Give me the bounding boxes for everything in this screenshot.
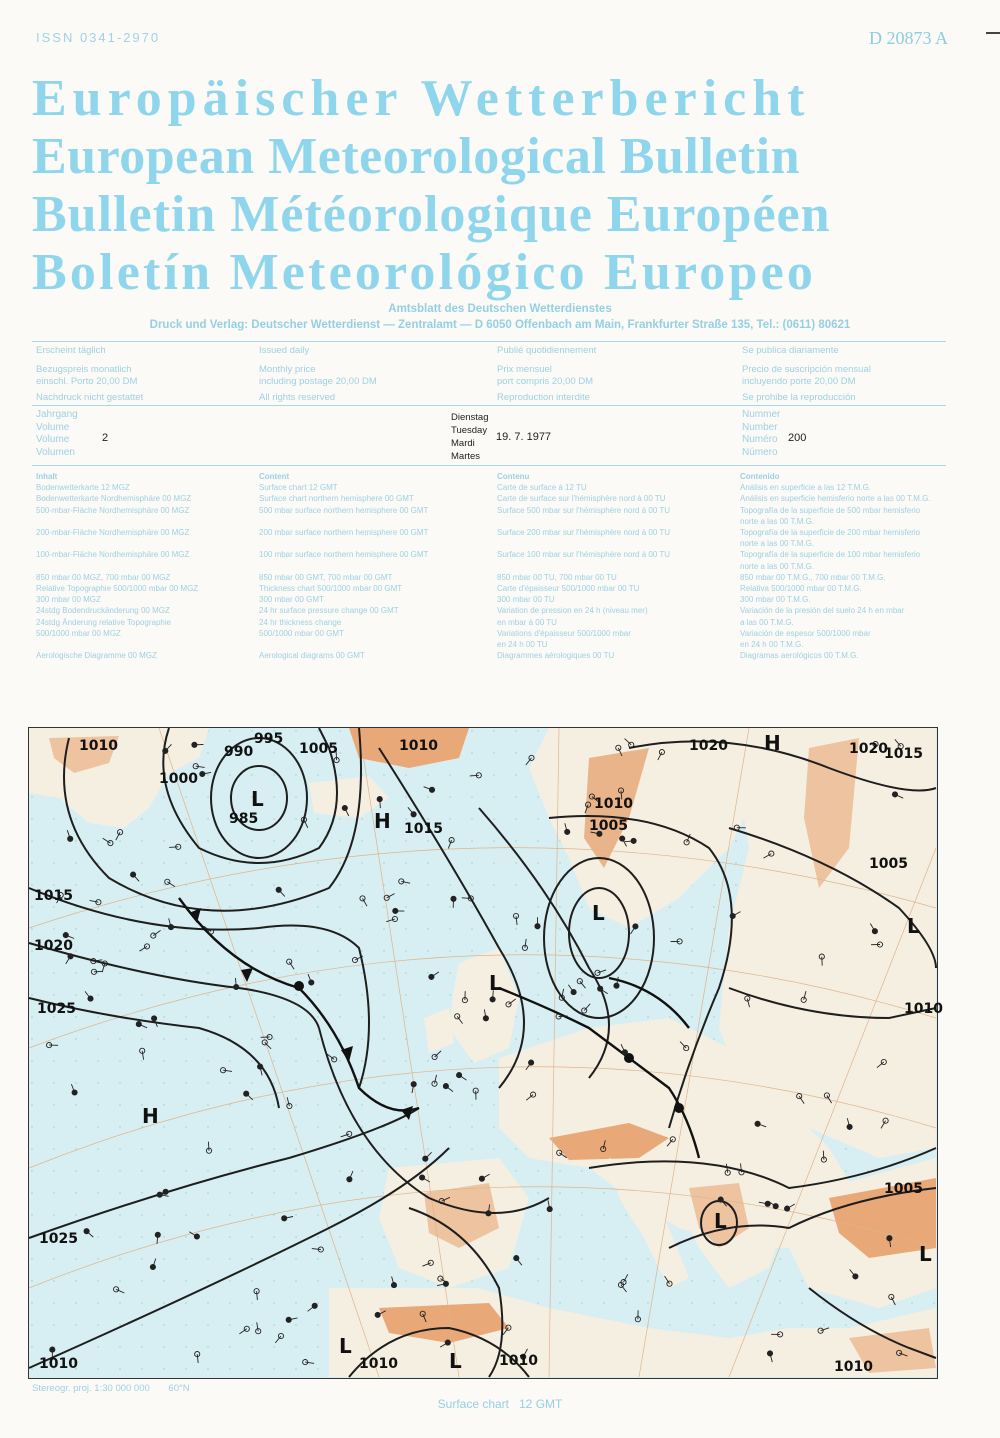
isobar-label: 1005	[299, 741, 338, 757]
contents-item: 200-mbar-Fläche Nordhemisphäre 00 MGZ	[36, 528, 190, 538]
isobar-label: 1020	[849, 741, 888, 757]
contents-item: 850 mbar 00 TU, 700 mbar 00 TU	[497, 572, 617, 582]
pub-fr-line: port compris 20,00 DM	[497, 376, 594, 387]
station-circle	[847, 1124, 852, 1129]
projection-note	[32, 1383, 190, 1394]
pub-info-en	[259, 345, 479, 404]
issn-number: ISSN 0341-2970	[36, 30, 161, 45]
contents-item: Relative Topographie 500/1000 mbar 00 MGZ	[36, 584, 199, 594]
pub-en-line: Monthly price	[259, 363, 316, 375]
high-pressure-center: H	[764, 731, 781, 755]
contents-fr	[497, 471, 732, 661]
isobar-label: 1015	[34, 888, 73, 904]
title-block	[32, 70, 972, 302]
contents-item: norte a las 00 T.M.G.	[740, 561, 815, 571]
wind-barb	[823, 1151, 824, 1160]
number-label: Number	[742, 421, 778, 433]
title-spanish: Boletín Meteorológico Europeo	[32, 244, 817, 301]
isobar-label: 1010	[79, 738, 118, 754]
contents-item: Thickness chart 500/1000 mbar 00 GMT	[259, 584, 403, 594]
low-pressure-center: L	[592, 901, 605, 925]
contents-item: Diagrammes aérologiques 00 TU	[497, 651, 615, 661]
contents-item: en 24 h 00 TU	[497, 640, 548, 650]
contents-item: Carte de surface sur l'hémisphère nord à 00 TU	[497, 494, 666, 504]
projection-label: Stereogr. proj. 1:30 000 000	[32, 1383, 150, 1394]
day-labels	[451, 411, 489, 463]
isobar-label: 1025	[39, 1231, 78, 1247]
surface-weather-map	[28, 727, 943, 1379]
pub-fr-line: Reproduction interdite	[497, 391, 590, 403]
warm-front-semicircle	[294, 981, 304, 991]
contents-item: norte a las 00 T.M.G.	[740, 539, 815, 549]
contents-item: en 24 h 00 T.M.G.	[740, 640, 804, 650]
station-circle	[622, 1050, 627, 1055]
station-circle	[63, 933, 68, 938]
contents-item: norte a las 00 T.M.G.	[740, 516, 815, 526]
contents-es	[740, 471, 955, 661]
station-circle	[565, 829, 570, 834]
contents-item: a las 00 T.M.G.	[740, 617, 794, 627]
station-circle	[429, 974, 434, 979]
wind-barb	[169, 847, 178, 848]
contents-item: Análisis en superficie a las 12 T.M.G.	[740, 483, 872, 493]
contents-item: 300 mbar 00 TU	[497, 595, 555, 605]
pub-info-de	[36, 345, 246, 404]
contents-item: 300 mbar 00 MGZ	[36, 595, 101, 605]
number-label: Número	[742, 446, 778, 458]
isobar-label: 995	[254, 731, 284, 747]
contents-item: 24stdg Bodendruckänderung 00 MGZ	[36, 606, 170, 616]
wind-barb	[559, 1016, 568, 1017]
low-pressure-center: L	[251, 787, 264, 811]
isobar-label: 1015	[884, 746, 923, 762]
isobar-label: 985	[229, 811, 259, 827]
isobar-label: 990	[224, 744, 254, 760]
pub-info-es	[742, 345, 952, 404]
contents-item: Topografía de la superficie de 500 mbar hemisferio	[740, 505, 921, 515]
contents-item: Diagramas aerológicos 00 T.M.G.	[740, 651, 859, 661]
publication-code: D 20873 A	[868, 28, 948, 48]
contents-item: Análisis en superficie hemisferio norte a las 00 T.M.G.	[740, 494, 931, 504]
contents-item: 100-mbar-Fläche Nordhemisphäre 00 MGZ	[36, 550, 190, 560]
isobar-label: 1010	[499, 1353, 538, 1369]
divider	[32, 341, 946, 342]
volume-labels	[36, 409, 78, 459]
contents-item: Bodenwetterkarte 12 MGZ	[36, 483, 130, 493]
contents-item: 24 hr surface pressure change 00 GMT	[259, 606, 399, 616]
pub-de-line: Erscheint täglich	[36, 345, 106, 356]
contents-item: Surface 100 mbar sur l'hémisphère nord à 00 TU	[497, 550, 671, 560]
pub-es-line: Se prohibe la reproducción	[742, 391, 856, 403]
number-labels	[742, 409, 780, 459]
contents-item: 24 hr thickness change	[259, 617, 342, 627]
contents-item: Carte de surface à 12 TU	[497, 483, 587, 493]
station-circle	[68, 836, 73, 841]
station-circle	[136, 1022, 141, 1027]
isobar-label: 1025	[37, 1001, 76, 1017]
high-pressure-center: H	[142, 1104, 159, 1128]
issue-number: 200	[788, 432, 807, 444]
contents-item: Aerologische Diagramme 00 MGZ	[36, 651, 157, 661]
volume-label: Volumen	[36, 446, 75, 458]
isobar-label: 1010	[594, 796, 633, 812]
pub-es-line: incluyendo porte 20,00 DM	[742, 376, 856, 387]
low-pressure-center: L	[714, 1209, 727, 1233]
isobar-label: 1020	[34, 938, 73, 954]
contents-item: Surface chart 12 GMT	[259, 483, 338, 493]
station-circle	[457, 1073, 462, 1078]
low-pressure-center: L	[449, 1349, 462, 1373]
contents-item: Variación de espesor 500/1000 mbar	[740, 628, 871, 638]
contents-item: Variations d'épaisseur 500/1000 mbar	[497, 628, 631, 638]
title-french: Bulletin Météorologique Européen	[32, 186, 831, 243]
number-label: Nummer	[742, 409, 781, 420]
isobar-label: 1010	[904, 1001, 943, 1017]
low-pressure-center: L	[919, 1242, 932, 1266]
weather-map-svg	[29, 728, 943, 1377]
low-pressure-center: L	[489, 971, 502, 995]
contents-item: en mbar à 00 TU	[497, 617, 557, 627]
contents-item: 850 mbar 00 MGZ, 700 mbar 00 MGZ	[36, 572, 171, 582]
contents-item: Carte d'épaisseur 500/1000 mbar 00 TU	[497, 584, 640, 594]
pub-es-line: Precio de suscripción mensual	[742, 363, 871, 375]
pub-en-line: Issued daily	[259, 345, 310, 356]
day-label: Martes	[451, 451, 481, 462]
isobar-label: 1010	[834, 1359, 873, 1375]
isobar-label: 1010	[399, 738, 438, 754]
pub-fr-line: Publié quotidiennement	[497, 345, 597, 356]
low-pressure-center: L	[907, 914, 920, 938]
volume-label: Volume	[36, 434, 70, 445]
day-label: Mardi	[451, 438, 475, 449]
amtsblatt-line: Amtsblatt des Deutschen Wetterdienstes	[388, 303, 612, 315]
station-circle	[429, 787, 434, 792]
map-caption: Surface chart 12 GMT	[437, 1397, 563, 1411]
contents-item: Bodenwetterkarte Nordhemisphäre 00 MGZ	[36, 494, 192, 504]
station-circle	[150, 1264, 155, 1269]
contents-item: Surface 200 mbar sur l'hémisphère nord à 00 TU	[497, 528, 671, 538]
contents-item: 300 mbar 00 T.M.G.	[740, 595, 811, 605]
contents-item: Relativa 500/1000 mbar 00 T.M.G.	[740, 584, 862, 594]
contents-item: Topografía de la superficie de 200 mbar hemisferio	[740, 528, 921, 538]
volume-label: Volume	[36, 421, 70, 433]
wind-barb	[470, 775, 479, 776]
pub-en-line: including postage 20,00 DM	[259, 376, 377, 387]
pub-en-line: All rights reserved	[259, 391, 336, 403]
contents-de	[36, 471, 251, 661]
contents-heading: Contenido	[740, 472, 780, 481]
isobar-label: 1010	[359, 1356, 398, 1372]
isobar-label: 1010	[39, 1356, 78, 1372]
contents-item: 300 mbar 00 GMT	[259, 595, 324, 605]
isobar-label: 1005	[884, 1181, 923, 1197]
contents-item: 500 mbar surface northern hemisphere 00 GMT	[259, 505, 429, 515]
latitude-label: 60°N	[168, 1383, 190, 1394]
pub-info-fr	[497, 345, 727, 404]
contents-item: 100 mbar surface northern hemisphere 00 GMT	[259, 550, 429, 560]
isobar-label: 1005	[869, 856, 908, 872]
divider	[32, 465, 946, 466]
station-circle	[773, 1204, 778, 1209]
contents-item: 500-mbar-Fläche Nordhemisphäre 00 MGZ	[36, 505, 190, 515]
contents-item: Variación de la presión del suelo 24 h en mbar	[740, 606, 905, 616]
isobar-label: 1005	[589, 818, 628, 834]
day-label: Tuesday	[451, 425, 488, 436]
contents-en	[259, 471, 489, 661]
volume-value: 2	[102, 432, 109, 444]
wind-barb	[94, 971, 103, 972]
contents-item: Surface chart northern hemisphere 00 GMT	[259, 494, 414, 504]
issue-date: 19. 7. 1977	[496, 431, 552, 443]
isobar-label: 1000	[159, 771, 198, 787]
station-circle	[347, 1177, 352, 1182]
volume-label: Jahrgang	[36, 409, 78, 420]
contents-item: Surface 500 mbar sur l'hémisphère nord à 00 TU	[497, 505, 671, 515]
contents-heading: Content	[259, 472, 290, 481]
contents-item: 850 mbar 00 GMT, 700 mbar 00 GMT	[259, 572, 393, 582]
wind-barb	[462, 898, 471, 899]
contents-item: 500/1000 mbar 00 GMT	[259, 628, 344, 638]
warm-front-semicircle	[674, 1103, 684, 1113]
pub-de-line: Nachdruck nicht gestattet	[36, 391, 144, 403]
wind-barb	[208, 1142, 209, 1151]
edge-mark	[986, 32, 1000, 34]
contents-item: Aerological diagrams 00 GMT	[259, 651, 365, 661]
publisher-line: Druck und Verlag: Deutscher Wetterdienst — Zentralamt — D 6050 Offenbach am Main, Frankfurter Straße 135, Tel.: (0611) 80621	[149, 319, 851, 331]
pub-fr-line: Prix mensuel	[497, 363, 552, 375]
divider	[32, 405, 946, 406]
day-label: Dienstag	[451, 412, 489, 423]
low-pressure-center: L	[339, 1334, 352, 1358]
pub-es-line: Se publica diariamente	[742, 345, 839, 356]
contents-item: 24stdg Änderung relative Topographie	[36, 617, 172, 627]
contents-item: Variation de pression en 24 h (niveau mer)	[497, 606, 648, 616]
contents-heading: Contenu	[497, 472, 530, 481]
isobar-label: 1020	[689, 738, 728, 754]
pub-de-line: einschl. Porto 20,00 DM	[36, 376, 138, 387]
contents-item: 200 mbar surface northern hemisphere 00 GMT	[259, 528, 429, 538]
title-german: Europäischer Wetterbericht	[32, 70, 811, 127]
contents-item: Topografía de la superficie de 100 mbar hemisferio	[740, 550, 921, 560]
number-label: Numéro	[742, 434, 778, 445]
pub-de-line: Bezugspreis monatlich	[36, 363, 132, 375]
high-pressure-center: H	[374, 809, 391, 833]
contents-item: 500/1000 mbar 00 MGZ	[36, 628, 121, 638]
title-english: European Meteorological Bulletin	[32, 128, 801, 185]
isobar-label: 1015	[404, 821, 443, 837]
contents-heading: Inhalt	[36, 472, 58, 481]
contents-item: 850 mbar 00 T.M.G., 700 mbar 00 T.M.G.	[740, 572, 886, 582]
